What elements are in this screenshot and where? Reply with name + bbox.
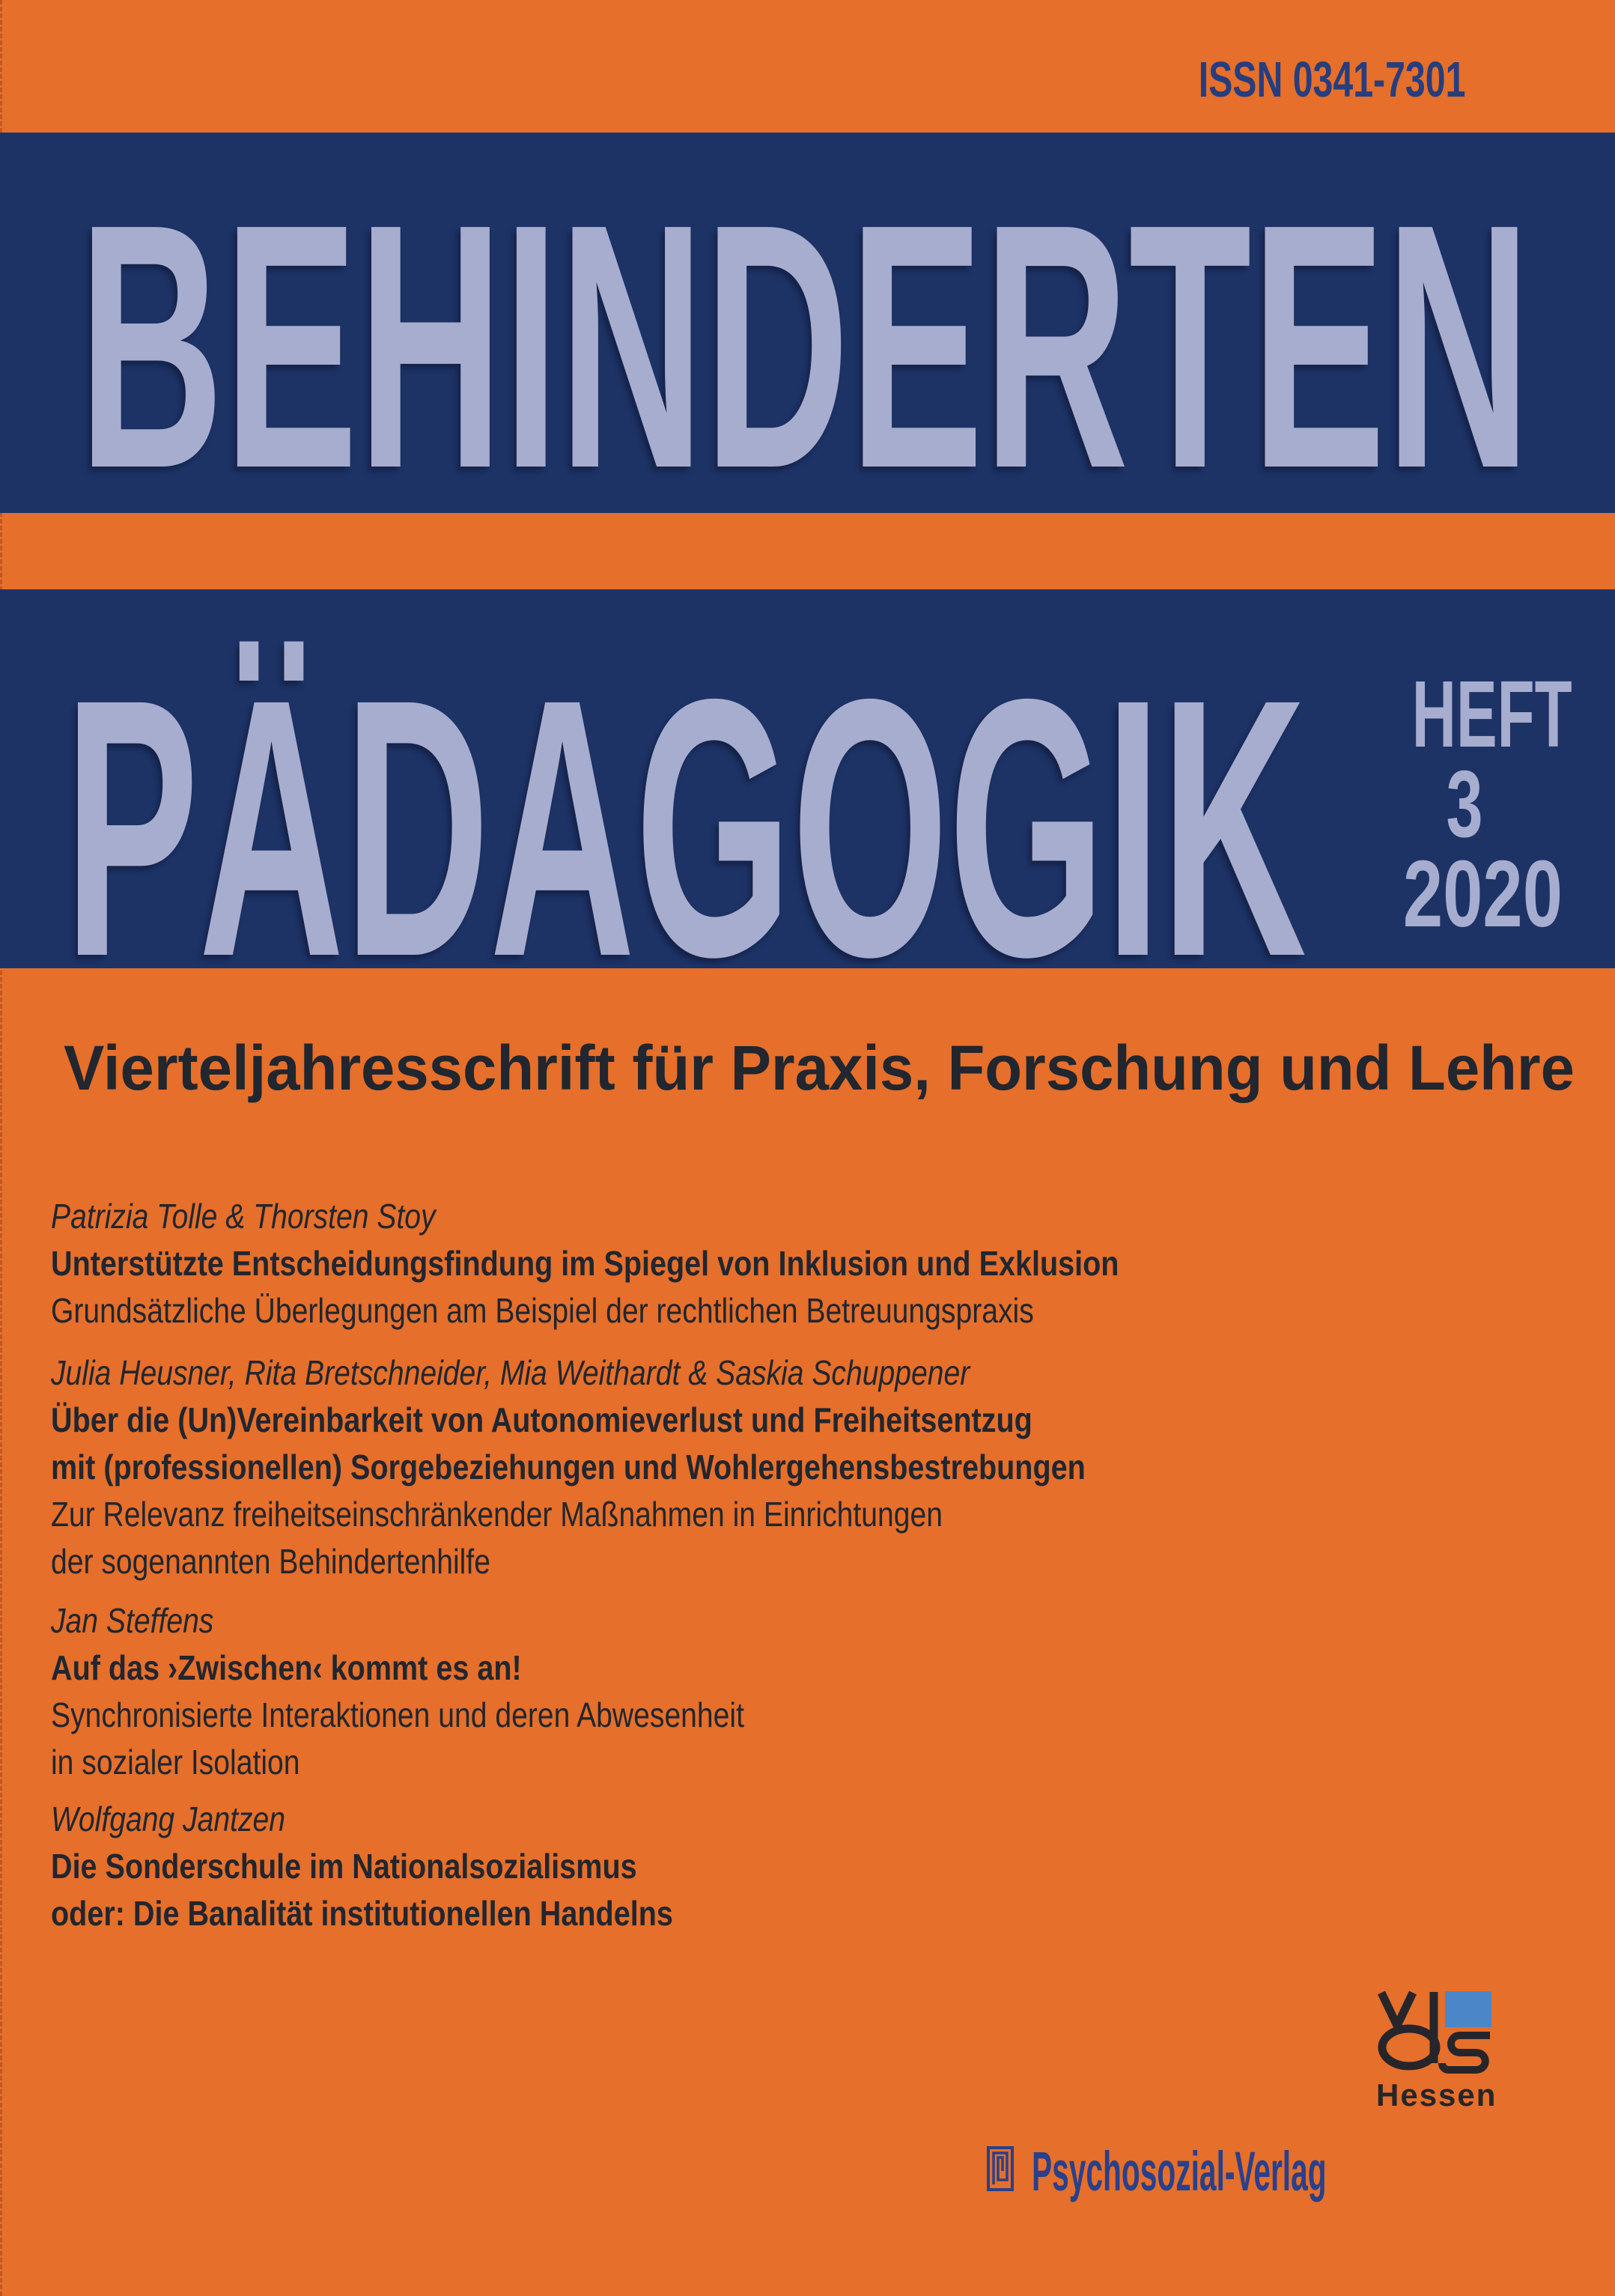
article-subtitle-line: Synchronisierte Interaktionen und deren Abwesenheit [51,1695,744,1734]
masthead-title-line2: PÄDAGOGIK [64,622,1307,1033]
publisher-name: Psychosozial-Verlag [1032,2140,1327,2202]
issn-number: ISSN 0341-7301 [1198,52,1465,108]
article-authors: Wolfgang Jantzen [51,1800,285,1838]
toc-entry [51,1193,1293,1334]
article-subtitle-line: in sozialer Isolation [51,1743,300,1782]
article-title-line: oder: Die Banalität institutionellen Handelns [51,1894,673,1933]
toc-entry [51,1796,774,1937]
toc-entry [51,1597,866,1786]
article-title-line: Die Sonderschule im Nationalsozialismus [51,1847,637,1886]
publisher-maze-icon [987,2146,1014,2191]
masthead-band-top [0,133,1615,541]
article-subtitle-line: der sogenannten Behindertenhilfe [51,1542,490,1581]
article-subtitle-line: Zur Relevanz freiheitseinschränkender Maßnahmen in Einrichtungen [51,1495,943,1534]
vds-region-label: Hessen [1376,2077,1497,2113]
issue-heft-label: HEFT [1411,661,1572,767]
article-title-line: mit (professionellen) Sorgebeziehungen und Wohlergehensbestrebungen [51,1448,1086,1486]
vds-logo-icon [1376,1988,1496,2077]
article-subtitle-line: Grundsätzliche Überlegungen am Beispiel der rechtlichen Betreuungspraxis [51,1291,1034,1330]
article-authors: Jan Steffens [51,1601,214,1640]
article-authors: Patrizia Tolle & Thorsten Stoy [51,1197,436,1236]
toc-entry [51,1349,1254,1585]
article-title-line: Über die (Un)Vereinbarkeit von Autonomieverlust und Freiheitsentzug [51,1400,1032,1439]
article-authors: Julia Heusner, Rita Bretschneider, Mia Weithardt & Saskia Schuppener [51,1353,970,1392]
article-title-line: Unterstützte Entscheidungsfindung im Spiegel von Inklusion und Exklusion [51,1244,1119,1283]
issue-number: 3 [1446,751,1483,857]
issue-year: 2020 [1402,841,1563,947]
issue-info [1384,661,1572,947]
article-title-line: Auf das ›Zwischen‹ kommt es an! [51,1648,522,1687]
masthead-band-bottom [0,589,1615,1033]
journal-subtitle: Vierteljahresschrift für Praxis, Forschung und Lehre [64,1033,1575,1103]
masthead-title-line1: BEHINDERTEN [79,151,1531,541]
vds-hessen-logo [1376,1988,1496,2112]
